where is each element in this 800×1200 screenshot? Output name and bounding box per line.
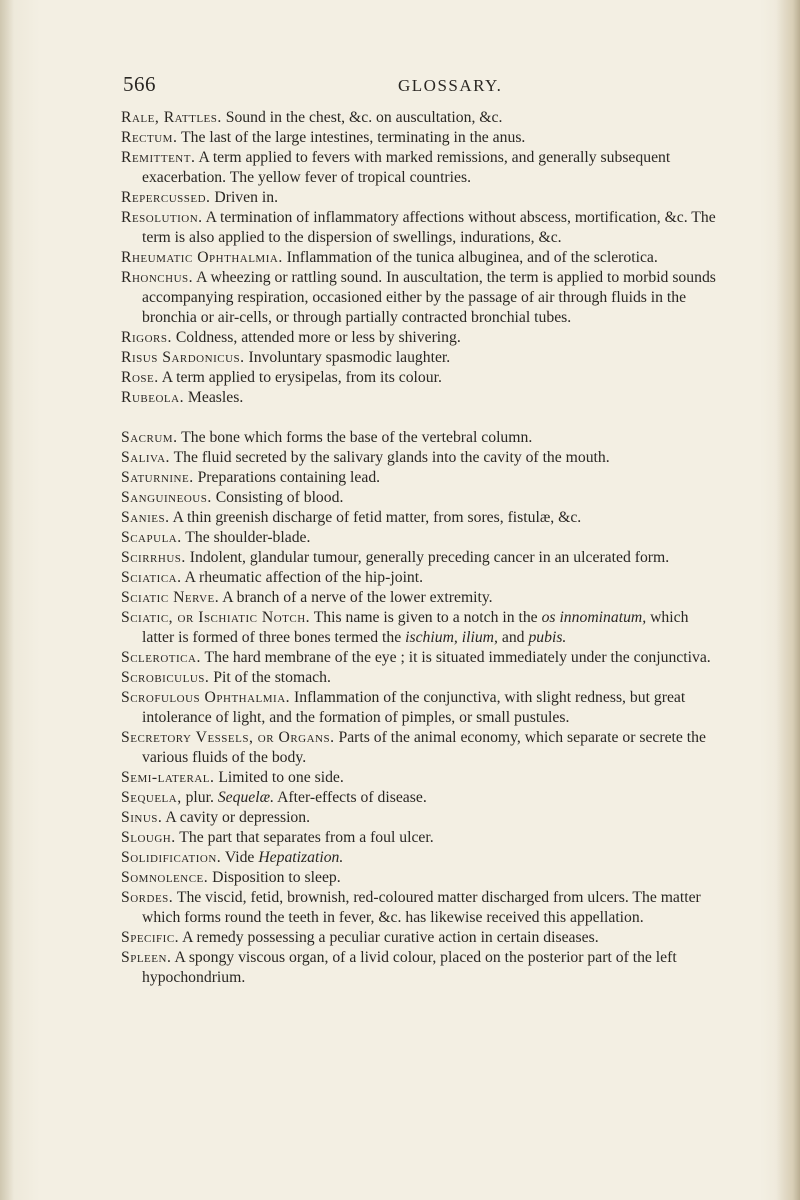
entry-term: Rubeola. bbox=[121, 389, 184, 406]
glossary-entry-sanguineous bbox=[121, 488, 721, 508]
glossary-entry-scapula bbox=[121, 528, 721, 548]
glossary-entry-rigors bbox=[121, 328, 721, 348]
entry-term: Rigors. bbox=[121, 329, 172, 346]
entry-term: Rose. bbox=[121, 369, 159, 386]
glossary-entry-rhonchus bbox=[121, 268, 721, 328]
entry-italic-term: Sequelæ. bbox=[217, 789, 275, 806]
entry-italic-term: os innominatum, bbox=[541, 609, 647, 626]
entry-term: Resolution. bbox=[121, 209, 203, 226]
entry-italic-term: ischium, ilium, bbox=[405, 629, 498, 646]
entry-definition: This name is given to a notch in the bbox=[313, 609, 538, 626]
entry-term: Remittent. bbox=[121, 149, 196, 166]
glossary-entry-sciatic-notch bbox=[121, 608, 721, 648]
page-gutter-shadow bbox=[0, 0, 14, 1200]
glossary-entry-sclerotica bbox=[121, 648, 721, 668]
entry-definition: Involuntary spasmodic laughter. bbox=[248, 349, 451, 366]
entry-term: Rheumatic Ophthalmia. bbox=[121, 249, 283, 266]
entry-definition: Parts of the animal economy, which separate or secrete the various fluids of the body. bbox=[142, 729, 706, 766]
glossary-entry-sequela bbox=[121, 788, 721, 808]
entry-definition-cont: which latter is formed of three bones termed the bbox=[142, 609, 689, 646]
entry-italic-term: Hepatization. bbox=[258, 849, 344, 866]
entry-definition: A wheezing or rattling sound. In auscultation, the term is applied to morbid sounds accompanying respiration, occasioned either by the passage of air through fluids in the bronchia or air-cells, or through partially contracted bronchial tubes. bbox=[142, 269, 716, 326]
entry-term: Rectum. bbox=[121, 129, 178, 146]
entry-definition: Measles. bbox=[187, 389, 244, 406]
glossary-entry-rubeola bbox=[121, 388, 721, 408]
entry-term: Solidification. bbox=[121, 849, 222, 866]
entry-term: Repercussed. bbox=[121, 189, 211, 206]
glossary-entry-saturnine bbox=[121, 468, 721, 488]
entry-definition: A branch of a nerve of the lower extremity. bbox=[222, 589, 493, 606]
glossary-entry-scrofulous-ophthalmia bbox=[121, 688, 721, 728]
entry-definition: Sound in the chest, &c. on auscultation, &c. bbox=[225, 109, 503, 126]
entry-term: Sordes. bbox=[121, 889, 174, 906]
entry-definition: The viscid, fetid, brownish, red-coloured matter discharged from ulcers. The matter which forms round the teeth in fever, &c. has likewise received this appellation. bbox=[142, 889, 701, 926]
glossary-entry-risus-sardonicus bbox=[121, 348, 721, 368]
entry-term: Saliva. bbox=[121, 449, 170, 466]
glossary-entry-sacrum bbox=[121, 428, 721, 448]
entry-term: Somnolence. bbox=[121, 869, 209, 886]
entry-term: Secretory Vessels, or Organs. bbox=[121, 729, 335, 746]
entry-term: Sciatica. bbox=[121, 569, 182, 586]
entry-term: Sequela, bbox=[121, 789, 182, 806]
entry-definition: Vide bbox=[224, 849, 255, 866]
entry-term: Sciatic, or Ischiatic Notch. bbox=[121, 609, 311, 626]
glossary-entry-sanies bbox=[121, 508, 721, 528]
entry-definition: A cavity or depression. bbox=[165, 809, 311, 826]
entry-term: Slough. bbox=[121, 829, 176, 846]
entry-definition: Limited to one side. bbox=[218, 769, 344, 786]
entry-term: Semi-lateral. bbox=[121, 769, 215, 786]
entry-term: Specific. bbox=[121, 929, 180, 946]
entry-term: Sacrum. bbox=[121, 429, 178, 446]
entry-definition: The last of the large intestines, terminating in the anus. bbox=[181, 129, 526, 146]
entry-term: Sinus. bbox=[121, 809, 163, 826]
entry-term: Sanguineous. bbox=[121, 489, 212, 506]
entry-term: Scirrhus. bbox=[121, 549, 186, 566]
glossary-entry-slough bbox=[121, 828, 721, 848]
entry-definition: A rheumatic affection of the hip-joint. bbox=[184, 569, 424, 586]
entry-definition: Driven in. bbox=[214, 189, 278, 206]
entry-definition: The bone which forms the base of the vertebral column. bbox=[181, 429, 533, 446]
entry-term: Spleen. bbox=[121, 949, 172, 966]
entry-definition: Inflammation of the conjunctiva, with slight redness, but great intolerance of light, and the formation of pimples, or small pustules. bbox=[142, 689, 686, 726]
entry-definition: Pit of the stomach. bbox=[213, 669, 331, 686]
glossary-entry-rose bbox=[121, 368, 721, 388]
entry-definition: plur. bbox=[185, 789, 214, 806]
glossary-entry-somnolence bbox=[121, 868, 721, 888]
entry-definition: Consisting of blood. bbox=[215, 489, 344, 506]
entry-term: Saturnine. bbox=[121, 469, 194, 486]
entry-term: Scapula. bbox=[121, 529, 182, 546]
glossary-entry-scrobiculus bbox=[121, 668, 721, 688]
glossary-entry-secretory-vessels bbox=[121, 728, 721, 768]
entry-term: Risus Sardonicus. bbox=[121, 349, 245, 366]
glossary-list bbox=[121, 108, 721, 988]
entry-definition: A remedy possessing a peculiar curative action in certain diseases. bbox=[182, 929, 599, 946]
entry-definition: The shoulder-blade. bbox=[185, 529, 311, 546]
entry-italic-term: pubis. bbox=[528, 629, 567, 646]
entry-definition: The fluid secreted by the salivary glands into the cavity of the mouth. bbox=[173, 449, 610, 466]
glossary-entry-scirrhus bbox=[121, 548, 721, 568]
page-edge-shadow bbox=[776, 0, 800, 1200]
entry-definition: A term applied to erysipelas, from its colour. bbox=[161, 369, 442, 386]
glossary-entry-rheumatic-ophthalmia bbox=[121, 248, 721, 268]
page-number: 566 bbox=[123, 72, 156, 96]
entry-definition: Coldness, attended more or less by shivering. bbox=[175, 329, 461, 346]
glossary-entry-rale bbox=[121, 108, 721, 128]
glossary-entry-spleen bbox=[121, 948, 721, 988]
entry-term: Rale, Rattles. bbox=[121, 109, 222, 126]
entry-definition: Preparations containing lead. bbox=[197, 469, 381, 486]
entry-definition-cont: and bbox=[501, 629, 525, 646]
glossary-entry-semi-lateral bbox=[121, 768, 721, 788]
entry-definition: Indolent, glandular tumour, generally preceding cancer in an ulcerated form. bbox=[189, 549, 670, 566]
entry-definition: A termination of inflammatory affections without abscess, mortification, &c. The term is also applied to the dispersion of swellings, indurations, &c. bbox=[142, 209, 716, 246]
running-head: GLOSSARY. bbox=[398, 76, 503, 95]
entry-term: Scrofulous Ophthalmia. bbox=[121, 689, 291, 706]
glossary-entry-rectum bbox=[121, 128, 721, 148]
entry-definition: A thin greenish discharge of fetid matter, from sores, fistulæ, &c. bbox=[172, 509, 582, 526]
entry-definition: Inflammation of the tunica albuginea, and of the sclerotica. bbox=[286, 249, 658, 266]
entry-definition: The part that separates from a foul ulcer. bbox=[179, 829, 434, 846]
entry-definition: The hard membrane of the eye ; it is situated immediately under the conjunctiva. bbox=[204, 649, 711, 666]
entry-definition: Disposition to sleep. bbox=[212, 869, 341, 886]
page-header bbox=[123, 72, 683, 98]
glossary-entry-sinus bbox=[121, 808, 721, 828]
entry-term: Sciatic Nerve. bbox=[121, 589, 220, 606]
glossary-entry-sciatic-nerve bbox=[121, 588, 721, 608]
entry-definition: A spongy viscous organ, of a livid colour, placed on the posterior part of the left hypochondrium. bbox=[142, 949, 677, 986]
glossary-entry-resolution bbox=[121, 208, 721, 248]
entry-definition: A term applied to fevers with marked remissions, and generally subsequent exacerbation. The yellow fever of tropical countries. bbox=[142, 149, 671, 186]
glossary-entry-saliva bbox=[121, 448, 721, 468]
entry-term: Sanies. bbox=[121, 509, 170, 526]
glossary-entry-repercussed bbox=[121, 188, 721, 208]
entry-term: Sclerotica. bbox=[121, 649, 201, 666]
glossary-entry-specific bbox=[121, 928, 721, 948]
entry-term: Scrobiculus. bbox=[121, 669, 210, 686]
entry-definition-cont: After-effects of disease. bbox=[277, 789, 427, 806]
glossary-entry-sciatica bbox=[121, 568, 721, 588]
glossary-entry-remittent bbox=[121, 148, 721, 188]
glossary-entry-sordes bbox=[121, 888, 721, 928]
glossary-entry-solidification bbox=[121, 848, 721, 868]
entry-term: Rhonchus. bbox=[121, 269, 194, 286]
